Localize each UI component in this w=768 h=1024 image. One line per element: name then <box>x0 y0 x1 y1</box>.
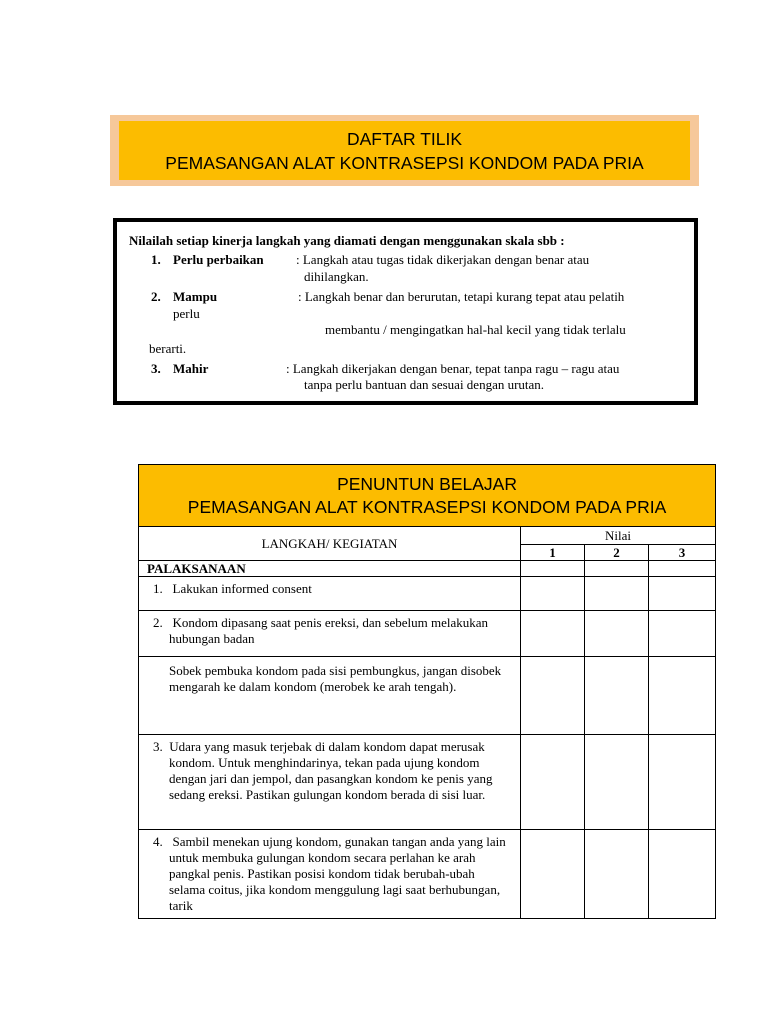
guide-title-cell <box>139 465 716 527</box>
step-number: 4. <box>153 834 163 849</box>
step-cell <box>139 611 521 657</box>
scale-item2-desc2: perlu <box>173 306 200 321</box>
step-number: 3. <box>153 739 163 754</box>
score-cell <box>521 561 585 577</box>
scale-item2-num: 2. <box>151 289 161 304</box>
score-header: Nilai <box>521 527 716 545</box>
score-cell[interactable] <box>649 611 716 657</box>
checklist-subtitle: PEMASANGAN ALAT KONTRASEPSI KONDOM PADA PRIA <box>165 152 644 173</box>
score-cell[interactable] <box>521 611 585 657</box>
score-cell[interactable] <box>521 830 585 919</box>
score-col-3: 3 <box>649 545 716 561</box>
checklist-title: DAFTAR TILIK <box>346 128 463 149</box>
section-label: PALAKSANAAN <box>139 561 521 577</box>
scale-item1-desc2: dihilangkan. <box>304 269 369 284</box>
score-cell[interactable] <box>649 657 716 735</box>
rating-scale-box <box>113 218 698 405</box>
scale-item3-desc2: tanpa perlu bantuan dan sesuai dengan urutan. <box>304 377 545 392</box>
checklist-title-box <box>110 115 699 186</box>
scale-intro: Nilailah setiap kinerja langkah yang diamati dengan menggunakan skala sbb : <box>129 233 565 248</box>
learning-guide-table <box>138 464 716 919</box>
step-cell <box>139 657 521 735</box>
scale-item2-desc4: berarti. <box>149 341 187 356</box>
step-text: Lakukan informed consent <box>172 581 312 596</box>
step-cell <box>139 735 521 830</box>
score-cell <box>649 561 716 577</box>
scale-item3-num: 3. <box>151 361 161 376</box>
score-col-1: 1 <box>521 545 585 561</box>
table-row <box>139 830 716 919</box>
table-row <box>139 657 716 735</box>
score-cell[interactable] <box>649 830 716 919</box>
score-cell[interactable] <box>585 830 649 919</box>
step-cell <box>139 830 521 919</box>
score-cell[interactable] <box>649 735 716 830</box>
scale-item2-desc3: membantu / mengingatkan hal-hal kecil yang tidak terlalu <box>325 322 626 337</box>
score-cell[interactable] <box>521 577 585 611</box>
step-cell <box>139 577 521 611</box>
score-cell[interactable] <box>585 657 649 735</box>
step-text: Sobek pembuka kondom pada sisi pembungkus, jangan disobek mengarah ke dalam kondom (merobek ke arah tengah). <box>169 663 502 694</box>
scale-item2-desc: : Langkah benar dan berurutan, tetapi kurang tepat atau pelatih <box>298 289 625 304</box>
scale-item1-desc: : Langkah atau tugas tidak dikerjakan dengan benar atau <box>296 252 590 267</box>
score-cell[interactable] <box>521 657 585 735</box>
score-cell[interactable] <box>521 735 585 830</box>
table-row <box>139 577 716 611</box>
scale-item3-term: Mahir <box>173 361 209 376</box>
score-cell <box>585 561 649 577</box>
scale-item1-num: 1. <box>151 252 161 267</box>
score-col-2: 2 <box>585 545 649 561</box>
table-row <box>139 735 716 830</box>
score-cell[interactable] <box>649 577 716 611</box>
step-text: Sambil menekan ujung kondom, gunakan tangan anda yang lain untuk membuka gulungan kondom secara perlahan ke arah pangkal penis. Pastikan posisi kondom tidak berubah-ubah selama coitus, jika kondom menggulung lagi saat berhubungan, tarik <box>169 834 506 913</box>
step-number: 1. <box>153 581 163 596</box>
score-cell[interactable] <box>585 611 649 657</box>
score-cell[interactable] <box>585 735 649 830</box>
scale-item2-term: Mampu <box>173 289 218 304</box>
scale-item3-desc: : Langkah dikerjakan dengan benar, tepat tanpa ragu – ragu atau <box>286 361 620 376</box>
step-text: Kondom dipasang saat penis ereksi, dan sebelum melakukan hubungan badan <box>169 615 489 646</box>
guide-subtitle: PEMASANGAN ALAT KONTRASEPSI KONDOM PADA PRIA <box>187 496 667 517</box>
activity-header: LANGKAH/ KEGIATAN <box>139 527 521 561</box>
guide-title: PENUNTUN BELAJAR <box>337 473 517 494</box>
step-number: 2. <box>153 615 163 630</box>
score-cell[interactable] <box>585 577 649 611</box>
table-row <box>139 611 716 657</box>
checklist-title-inner <box>119 121 690 180</box>
scale-item1-term: Perlu perbaikan <box>173 252 264 267</box>
step-text: Udara yang masuk terjebak di dalam kondom dapat merusak kondom. Untuk menghindarinya, tekan pada ujung kondom dengan jari dan jempol, dan pasangkan kondom ke penis yang sedang ereksi. Pastikan gulungan kondom berada di sisi luar. <box>169 739 493 802</box>
